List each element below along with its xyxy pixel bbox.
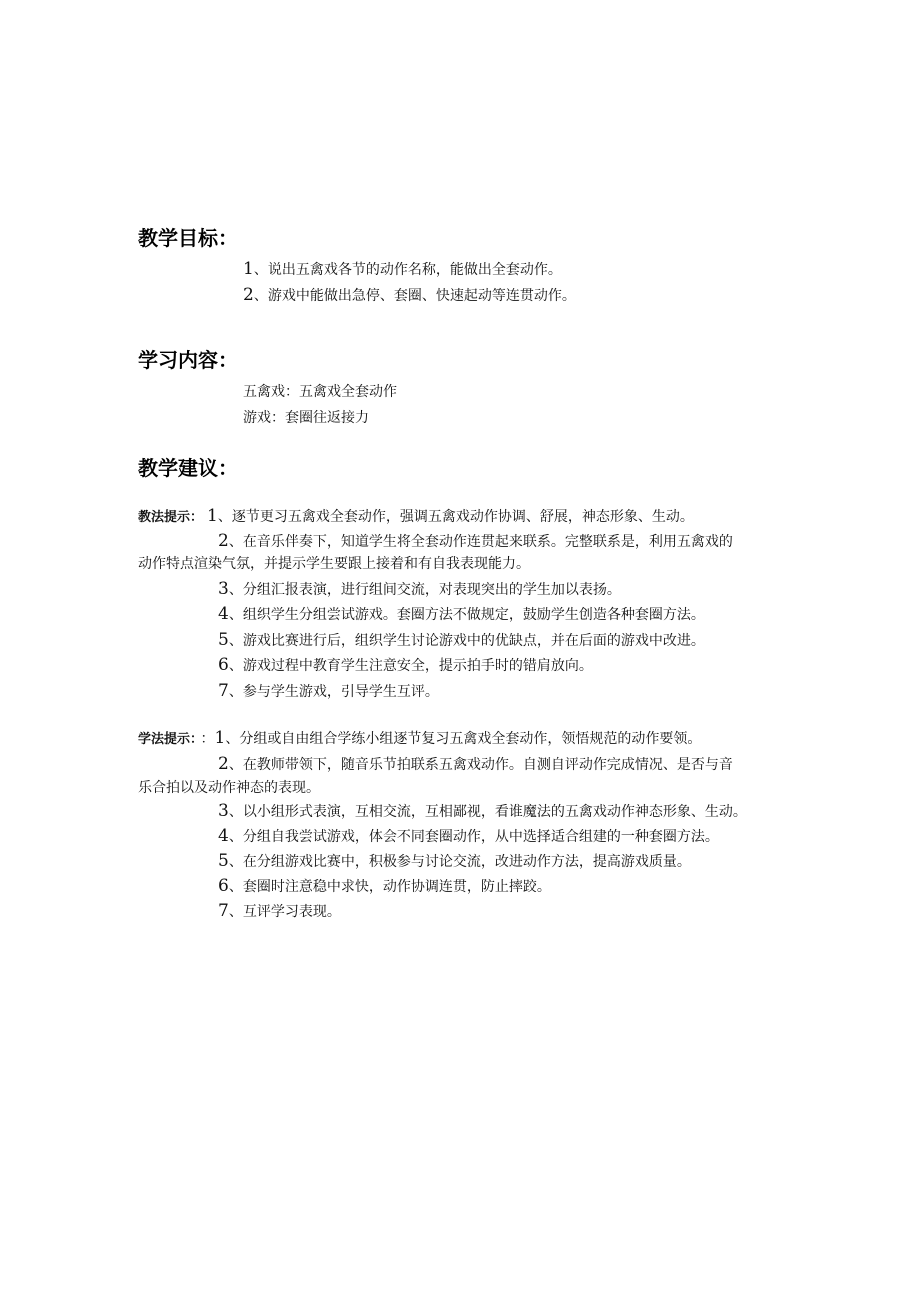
goal-item: 1、说出五禽戏各节的动作名称，能做出全套动作。 bbox=[243, 259, 562, 279]
teaching-tip-item: 教法提示： 1、逐节更习五禽戏全套动作，强调五禽戏动作协调、舒展，神态形象、生动。 bbox=[138, 506, 694, 526]
content-item: 五禽戏：五禽戏全套动作 bbox=[243, 384, 397, 400]
learning-tips-label: 学法提示： bbox=[138, 732, 197, 747]
teaching-tip-item: 6、游戏过程中教育学生注意安全，提示拍手时的错肩放向。 bbox=[218, 655, 593, 675]
learning-tip-item: 6、套圈时注意稳中求快，动作协调连贯，防止摔跤。 bbox=[218, 876, 551, 896]
teaching-tip-item: 7、参与学生游戏，引导学生互评。 bbox=[218, 681, 439, 701]
teaching-tip-item: 2、在音乐伴奏下，知道学生将全套动作连贯起来联系。完整联系是，利用五禽戏的 bbox=[218, 531, 733, 551]
learning-tip-item: 3、以小组形式表演，互相交流，互相鄙视，看谁魔法的五禽戏动作神态形象、生动。 bbox=[218, 801, 747, 821]
teaching-tip-item: 4、组织学生分组尝试游戏。套圈方法不做规定，鼓励学生创造各种套圈方法。 bbox=[218, 604, 705, 624]
learning-tip-item: 4、分组自我尝试游戏，体会不同套圈动作，从中选择适合组建的一种套圈方法。 bbox=[218, 826, 719, 846]
learning-tip-item: 7、互评学习表现。 bbox=[218, 901, 341, 921]
teaching-tips-label: 教法提示： bbox=[138, 510, 204, 525]
learning-tip-item: 学法提示： ：1、分组或自由组合学练小组逐节复习五禽戏全套动作，领悟规范的动作要领。 bbox=[138, 728, 702, 748]
teaching-tip-item: 5、游戏比赛进行后，组织学生讨论游戏中的优缺点，并在后面的游戏中改进。 bbox=[218, 630, 705, 650]
learning-tip-item: 2、在教师带领下，随音乐节拍联系五禽戏动作。自测自评动作完成情况、是否与音 bbox=[218, 754, 733, 774]
section-heading-goals: 教学目标： bbox=[138, 226, 238, 250]
section-heading-suggestions: 教学建议： bbox=[138, 456, 238, 480]
learning-tip-continuation: 乐合拍以及动作神态的表现。 bbox=[138, 780, 320, 796]
section-heading-content: 学习内容： bbox=[138, 348, 238, 372]
learning-tip-item: 5、在分组游戏比赛中，积极参与讨论交流，改进动作方法，提高游戏质量。 bbox=[218, 851, 691, 871]
content-item: 游戏：套圈往返接力 bbox=[243, 410, 369, 426]
teaching-tip-continuation: 动作特点渲染气氛，并提示学生要跟上接着和有自我表现能力。 bbox=[138, 556, 530, 572]
goal-item: 2、游戏中能做出急停、套圈、快速起动等连贯动作。 bbox=[243, 285, 576, 305]
teaching-tip-item: 3、分组汇报表演，进行组间交流，对表现突出的学生加以表扬。 bbox=[218, 579, 621, 599]
